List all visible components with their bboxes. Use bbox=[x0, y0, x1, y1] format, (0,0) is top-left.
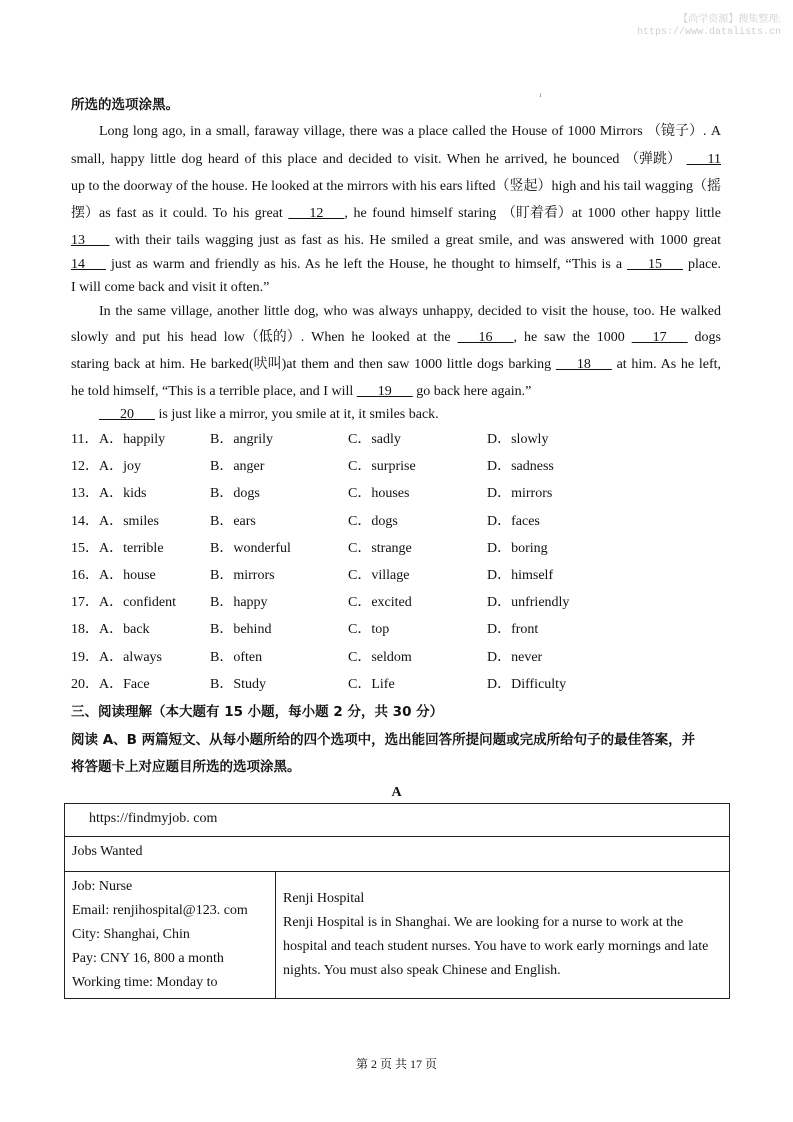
passage-line bbox=[71, 232, 721, 250]
question-number: 20． bbox=[71, 676, 99, 692]
option-b: B．anger bbox=[210, 459, 265, 475]
job-description-cell bbox=[276, 872, 730, 999]
passage-text: 摆）as fast as it could. To his great bbox=[71, 206, 289, 221]
job-details-cell bbox=[65, 872, 276, 999]
watermark bbox=[637, 13, 781, 39]
option-b: B．Study bbox=[210, 676, 267, 692]
option-b: B．mirrors bbox=[210, 568, 275, 583]
option-d: D．never bbox=[487, 649, 543, 665]
option-d: D．Difficulty bbox=[487, 676, 567, 692]
option-c: C．sadly bbox=[348, 432, 401, 447]
passage-line bbox=[71, 383, 531, 401]
option-d: D．faces bbox=[487, 513, 540, 529]
passage-line bbox=[71, 356, 721, 374]
option-c: C．excited bbox=[348, 595, 412, 611]
city-field: City: Shanghai, Chin bbox=[72, 927, 190, 942]
option-c: C．strange bbox=[348, 540, 412, 556]
page-footer: 第 2 页 共 17 页 bbox=[355, 1057, 437, 1071]
answer-blank: 14 bbox=[71, 257, 106, 272]
option-c: C．top bbox=[348, 622, 390, 638]
option-b: B．happy bbox=[210, 595, 268, 611]
option-d: D．front bbox=[487, 622, 539, 638]
page-marker: 1 bbox=[539, 94, 542, 99]
passage-text: , he saw the 1000 bbox=[513, 330, 632, 345]
passage-text: place. bbox=[683, 257, 722, 272]
url-cell: https://findmyjob. com bbox=[65, 804, 730, 837]
answer-blank: 18 bbox=[555, 357, 612, 372]
passage-line bbox=[71, 178, 721, 196]
passage-text: with their tails wagging just as fast as his. He smiled a great smile, and was answered with 1000 great bbox=[109, 233, 721, 248]
question-number: 12． bbox=[71, 459, 99, 475]
hospital-description: Renji Hospital is in Shanghai. We are looking for a nurse to work at the hospital and teach student nurses. You have to work early mornings and late nights. You must also speak Chinese and English. bbox=[283, 915, 709, 978]
passage-line bbox=[71, 279, 269, 297]
question-number: 17． bbox=[71, 595, 99, 611]
answer-blank: 19 bbox=[356, 384, 413, 399]
answer-blank: 17 bbox=[631, 330, 688, 345]
option-a: A．confident bbox=[99, 595, 176, 611]
passage-line bbox=[99, 123, 721, 141]
option-a: A．always bbox=[99, 649, 162, 665]
option-b: B．ears bbox=[210, 513, 256, 529]
passage-label: A bbox=[391, 785, 402, 800]
section-heading: 三、阅读理解（本大题有 15 小题，每小题 2 分，共 30 分） bbox=[71, 704, 444, 720]
answer-blank: 15 bbox=[627, 257, 684, 272]
passage-text: up to the doorway of the house. He looked at the mirrors with his ears lifted（竖起）high and his tail wagging（摇 bbox=[71, 179, 721, 194]
passage-line bbox=[71, 151, 721, 169]
section-cell: Jobs Wanted bbox=[65, 837, 730, 872]
option-c: C．surprise bbox=[348, 459, 416, 475]
passage-text: , he found himself staring （盯着看）at 1000 other happy little bbox=[344, 206, 722, 221]
passage-text: is just like a mirror, you smile at it, it smiles back. bbox=[155, 407, 439, 422]
answer-blank: 12 bbox=[288, 206, 345, 221]
answer-blank: 16 bbox=[457, 330, 514, 345]
question-number: 16． bbox=[71, 568, 99, 583]
passage-text: staring back at him. He barked(吠叫)at them and then saw 1000 little dogs barking bbox=[71, 357, 556, 372]
section-instruction-cont: 将答题卡上对应题目所选的选项涂黑。 bbox=[71, 759, 301, 775]
passage-line bbox=[71, 256, 721, 274]
pay-field: Pay: CNY 16, 800 a month bbox=[72, 951, 224, 966]
passage-line bbox=[71, 329, 721, 347]
watermark-url: https://www.datalists.cn bbox=[636, 27, 781, 38]
working-time-field: Working time: Monday to bbox=[72, 975, 218, 990]
option-b: B．dogs bbox=[210, 486, 260, 502]
option-d: D．sadness bbox=[487, 459, 554, 475]
question-number: 19． bbox=[71, 649, 99, 665]
passage-text: I will come back and visit it often.” bbox=[71, 280, 270, 295]
passage-text: dogs bbox=[687, 330, 721, 345]
option-a: A．happily bbox=[99, 432, 166, 447]
section-instruction: 阅读 A、B 两篇短文、从每小题所给的四个选项中，选出能回答所提问题或完成所给句子的最佳答案，并 bbox=[71, 732, 696, 748]
option-a: A．house bbox=[99, 568, 156, 583]
passage-line bbox=[99, 303, 721, 321]
job-ad-table bbox=[64, 803, 730, 999]
option-c: C．village bbox=[348, 568, 410, 583]
email-field: Email: renjihospital@123. com bbox=[72, 903, 248, 918]
option-d: D．unfriendly bbox=[487, 595, 570, 611]
option-c: C．seldom bbox=[348, 649, 412, 665]
passage-line bbox=[99, 406, 439, 424]
answer-blank: 11 bbox=[686, 152, 721, 167]
option-b: B．wonderful bbox=[210, 540, 291, 556]
option-d: D．slowly bbox=[487, 432, 549, 447]
option-a: A．smiles bbox=[99, 513, 159, 529]
passage-text: slowly and put his head low（低的）. When he looked at the bbox=[71, 330, 458, 345]
option-d: D．boring bbox=[487, 540, 548, 556]
passage-text: Long long ago, in a small, faraway village, there was a place called the House of 1000 Mirrors （镜子）. A bbox=[99, 124, 721, 139]
option-a: A．terrible bbox=[99, 540, 164, 556]
option-b: B．behind bbox=[210, 622, 272, 638]
option-a: A．joy bbox=[99, 459, 141, 475]
answer-blank: 20 bbox=[99, 407, 155, 422]
question-number: 14． bbox=[71, 513, 99, 529]
option-b: B．often bbox=[210, 649, 263, 665]
option-b: B．angrily bbox=[210, 432, 273, 447]
top-instruction: 所选的选项涂黑。 bbox=[71, 97, 179, 113]
answer-blank: 13 bbox=[71, 233, 110, 248]
option-a: A．back bbox=[99, 622, 150, 638]
option-d: D．himself bbox=[487, 568, 554, 583]
option-c: C．dogs bbox=[348, 513, 398, 529]
option-a: A．Face bbox=[99, 676, 150, 692]
passage-line bbox=[71, 205, 721, 223]
question-number: 15． bbox=[71, 540, 99, 556]
option-c: C．Life bbox=[348, 676, 395, 692]
option-a: A．kids bbox=[99, 486, 147, 502]
hospital-title: Renji Hospital bbox=[283, 891, 365, 906]
passage-text: just as warm and friendly as his. As he left the House, he thought to himself, “This is a bbox=[106, 257, 628, 272]
passage-text: he told himself, “This is a terrible place, and I will bbox=[71, 384, 357, 399]
passage-text: at him. As he left, bbox=[611, 357, 721, 372]
option-d: D．mirrors bbox=[487, 486, 553, 502]
watermark-line: 【尚学资源】搜集整理: bbox=[678, 14, 781, 25]
passage-text: go back here again.” bbox=[412, 384, 532, 399]
question-number: 18． bbox=[71, 622, 99, 638]
passage-text: small, happy little dog heard of this place and decided to visit. When he arrived, he bounced （弹跳） bbox=[71, 152, 687, 167]
option-c: C．houses bbox=[348, 486, 410, 502]
job-field: Job: Nurse bbox=[72, 879, 133, 894]
question-number: 11． bbox=[71, 432, 99, 447]
question-number: 13． bbox=[71, 486, 99, 502]
passage-text: In the same village, another little dog, who was always unhappy, decided to visit the house, too. He walked bbox=[99, 304, 721, 319]
